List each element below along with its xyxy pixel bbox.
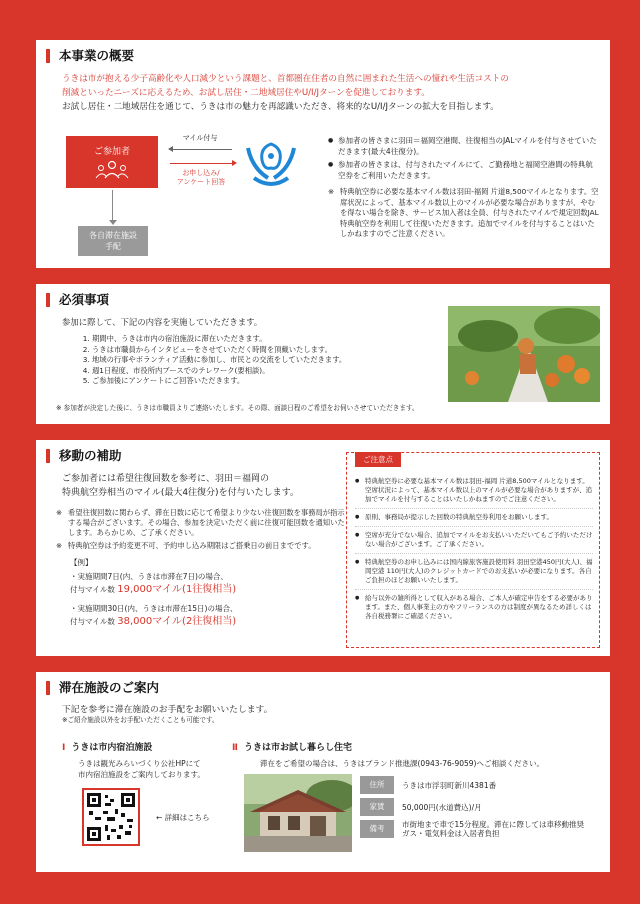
qr-code-icon: [87, 793, 135, 841]
requirement-item: 3. 地域の行事やボランティア活動に参加し、市民との交流をしていただきます。: [92, 355, 462, 366]
facility-1-num: Ⅰ: [62, 743, 66, 753]
example-2-line: ・実施期間30日(内、うきは市滞在15日)の場合、: [70, 603, 238, 613]
apply-label: [164, 169, 238, 187]
info-value-line: ガス・電気料金は入居者負担: [402, 829, 500, 838]
example-1: [70, 570, 360, 596]
facility-1-title: [62, 740, 152, 753]
people-icon: [92, 160, 132, 180]
intro-line-2: 削減といったニーズに応えるため、お試し居住・二地域居住やU/I/Jターンを促進しております。: [62, 88, 430, 98]
travel-note: [56, 508, 346, 539]
info-row: [360, 776, 604, 794]
info-value-line: 50,000円(水道費込)/月: [402, 802, 482, 812]
facilities-panel: [36, 672, 610, 872]
example-1-value: 19,000マイル(1往復相当): [117, 583, 237, 595]
procedure-box: [78, 226, 148, 256]
info-value: [394, 781, 496, 790]
participant-box: [66, 136, 158, 188]
travel-intro-line-2: 特典航空券相当のマイル(最大4往復分)を付与いたします。: [62, 488, 299, 498]
caution-item: ● 空席が充分でない場合、追加でマイルをお支払いいただいてもご予約いただけない場合がございます。ご了承ください。: [355, 531, 593, 554]
info-value-line: うきは市浮羽町新川4381番: [402, 780, 497, 790]
note-mark: ※: [56, 508, 63, 517]
caution-item: ● 原則、事務局が提示した回数の特典航空券利用をお願いします。: [355, 513, 593, 527]
example-1-prefix: 付与マイル数: [70, 584, 115, 594]
example-1-line: ・実施期間7日(内、うきは市滞在7日)の場合、: [70, 571, 228, 581]
requirements-list: [92, 334, 462, 387]
intro-line-3: お試し居住・二地域居住を通じて、うきは市の魅力を再認識いただき、将来的なU/I/Jターンの拡大を目指します。: [62, 102, 499, 112]
info-value: [394, 803, 482, 812]
overview-intro: [62, 72, 602, 114]
travel-body: [56, 472, 360, 628]
facility-2-title: [232, 740, 352, 753]
overview-details: [328, 136, 600, 240]
overview-title: 本事業の概要: [46, 49, 134, 63]
travel-panel: [36, 440, 610, 656]
mile-label: マイル付与: [182, 134, 218, 142]
note-mark: ※: [56, 540, 63, 550]
facilities-title: 滞在施設のご案内: [46, 681, 159, 695]
down-arrow-icon: [112, 190, 113, 224]
mile-arrow: [170, 149, 232, 150]
example-label: 【例】: [70, 557, 93, 567]
info-row: [360, 820, 604, 838]
requirements-body: [62, 316, 462, 387]
example-2-prefix: 付与マイル数: [70, 616, 115, 626]
requirement-item: 1. 期間中、うきは市内の宿泊施設に滞在いただきます。: [92, 334, 462, 345]
example-2-value: 38,000マイル(2往復相当): [117, 615, 237, 627]
note-mark: ※: [328, 187, 335, 196]
overview-note: [328, 187, 600, 240]
facility-2-num: Ⅱ: [232, 743, 238, 753]
requirements-footnote: ※ 参加者が決定した後に、うきは市職員よりご連絡いたします。その際、面談日程のご希望をお伺いさせていただきます。: [56, 404, 419, 412]
procedure-line-1: 各自滞在施設: [89, 231, 137, 240]
travel-intro-line-1: ご参加者には希望往復回数を参考に、羽田＝福岡の: [62, 474, 270, 484]
facility-2-desc: 滞在をご希望の場合は、うきはブランド推進課(0943-76-9059)へご相談ください。: [260, 759, 544, 768]
travel-title: 移動の補助: [46, 449, 122, 463]
persimmon-photo: [448, 306, 600, 402]
info-table: [360, 776, 604, 842]
house-photo: [244, 774, 352, 852]
overview-bullet: ● 参加者の皆さまに羽田＝福岡空港間、往復相当のJALマイルを付与させていただきます(最大4往復分)。: [328, 136, 600, 157]
note-text: 特典航空券に必要な基本マイル数は羽田-福岡 片道8,500マイルとなります。空席状況によって、基本マイル数以上のマイルが必要な場合がありますが、やむを得ない場合を除き、サービス加入者は全員、付与されたマイルで規定回数JAL特典航空券を利用して往復いただきます。追加でマイルを付与することはいたしかねますのでご注意ください。: [340, 187, 599, 238]
qr-code[interactable]: [82, 788, 140, 846]
facility-1-title-text: うきは市内宿泊施設: [71, 743, 153, 753]
requirement-item: 4. 週1日程度、市役所内ブースでのテレワーク(要相談)。: [92, 366, 462, 377]
requirements-intro: 参加に際して、下記の内容を実施していただきます。: [62, 317, 263, 327]
caution-box: [346, 452, 600, 648]
facility-2-title-text: うきは市お試し暮らし住宅: [243, 743, 352, 753]
caution-tag: ご注意点: [355, 452, 401, 467]
facility-1-desc-line-1: うきは観光みらいづくり公社HPにて: [78, 759, 201, 768]
overview-bullet: ● 参加者の皆さまは、付与されたマイルにて、ご勤務地と福岡空港間の特典航空券をご利用いただきます。: [328, 160, 600, 181]
info-key: 家賃: [360, 798, 394, 816]
requirements-panel: [36, 284, 610, 424]
travel-note-text: 特典航空券は予約変更不可、予約申し込み期限はご搭乗日の前日までです。: [68, 540, 316, 550]
detail-link[interactable]: ← 詳細はこちら: [156, 813, 210, 822]
travel-notes: [56, 508, 346, 551]
requirement-item: 2. うきは市職員からインタビューをさせていただく時間を頂戴いたします。: [92, 345, 462, 356]
requirement-item: 5. ご参加後にアンケートにご回答いただきます。: [92, 376, 462, 387]
info-value-line: 市街地まで車で15分程度。滞在に際しては車移動推奨: [402, 820, 585, 829]
info-key: 備考: [360, 820, 394, 838]
caution-item: ● 給与以外の雑所得として収入がある場合、ご本人が確定申告をする必要があります。また、個人事業主の方やフリーランスの方は制度が異なるため詳しくは各自税務署にご確認ください。: [355, 594, 593, 625]
caution-item: ● 特典航空券のお申し込みには国内線旅客施設使用料 羽田空港450円(大人)、福岡空港 110円(大人)のクレジットカードでのお支払いが必要になります。各自ご負担のほどお願いいたします。: [355, 558, 593, 590]
example-2: [70, 602, 360, 628]
requirements-title: 必須事項: [46, 293, 109, 307]
facility-1-desc-line-2: 市内宿泊施設をご案内しております。: [78, 770, 205, 779]
apply-label-1: お申し込み/: [182, 169, 220, 177]
mile-arrow-head-icon: [168, 146, 173, 152]
facilities-sub: ※ご紹介施設以外をお手配いただくことも可能です。: [62, 716, 219, 724]
caution-item: ● 特典航空券に必要な基本マイル数は羽田-福岡 片道8,500マイルとなります。空席状況によって、基本マイル数以上のマイルが必要な場合がありますが、追加でマイルを付与することはいたしかねますのでご注意ください。: [355, 477, 593, 509]
apply-label-2: アンケート回答: [176, 178, 226, 186]
info-key: 住所: [360, 776, 394, 794]
overview-panel: [36, 40, 610, 268]
apply-arrow: [170, 163, 232, 164]
procedure-line-2: 手配: [105, 242, 121, 251]
travel-intro: [56, 472, 360, 500]
intro-line-1: うきは市が抱える少子高齢化や人口減少という課題と、首都圏在住者の自然に囲まれた生活への憧れや生活コストの: [62, 74, 509, 84]
facilities-intro: 下記を参考に滞在施設のお手配をお願いいたします。: [62, 705, 273, 715]
travel-note: [56, 541, 346, 551]
info-row: [360, 798, 604, 816]
info-value: [394, 820, 584, 838]
travel-note-text: 希望往復回数に関わらず、滞在日数に応じて希望より少ない往復回数を事務局が指示する場合がございます。その場合、参加を決定いただく前に往復可能回数を通知いたします。あらかじめ、ご了承ください。: [68, 508, 345, 538]
facility-1-desc: [78, 758, 205, 780]
jal-crane-logo-icon: [240, 138, 302, 192]
participant-label: ご参加者: [93, 147, 130, 157]
apply-arrow-head-icon: [232, 160, 237, 166]
